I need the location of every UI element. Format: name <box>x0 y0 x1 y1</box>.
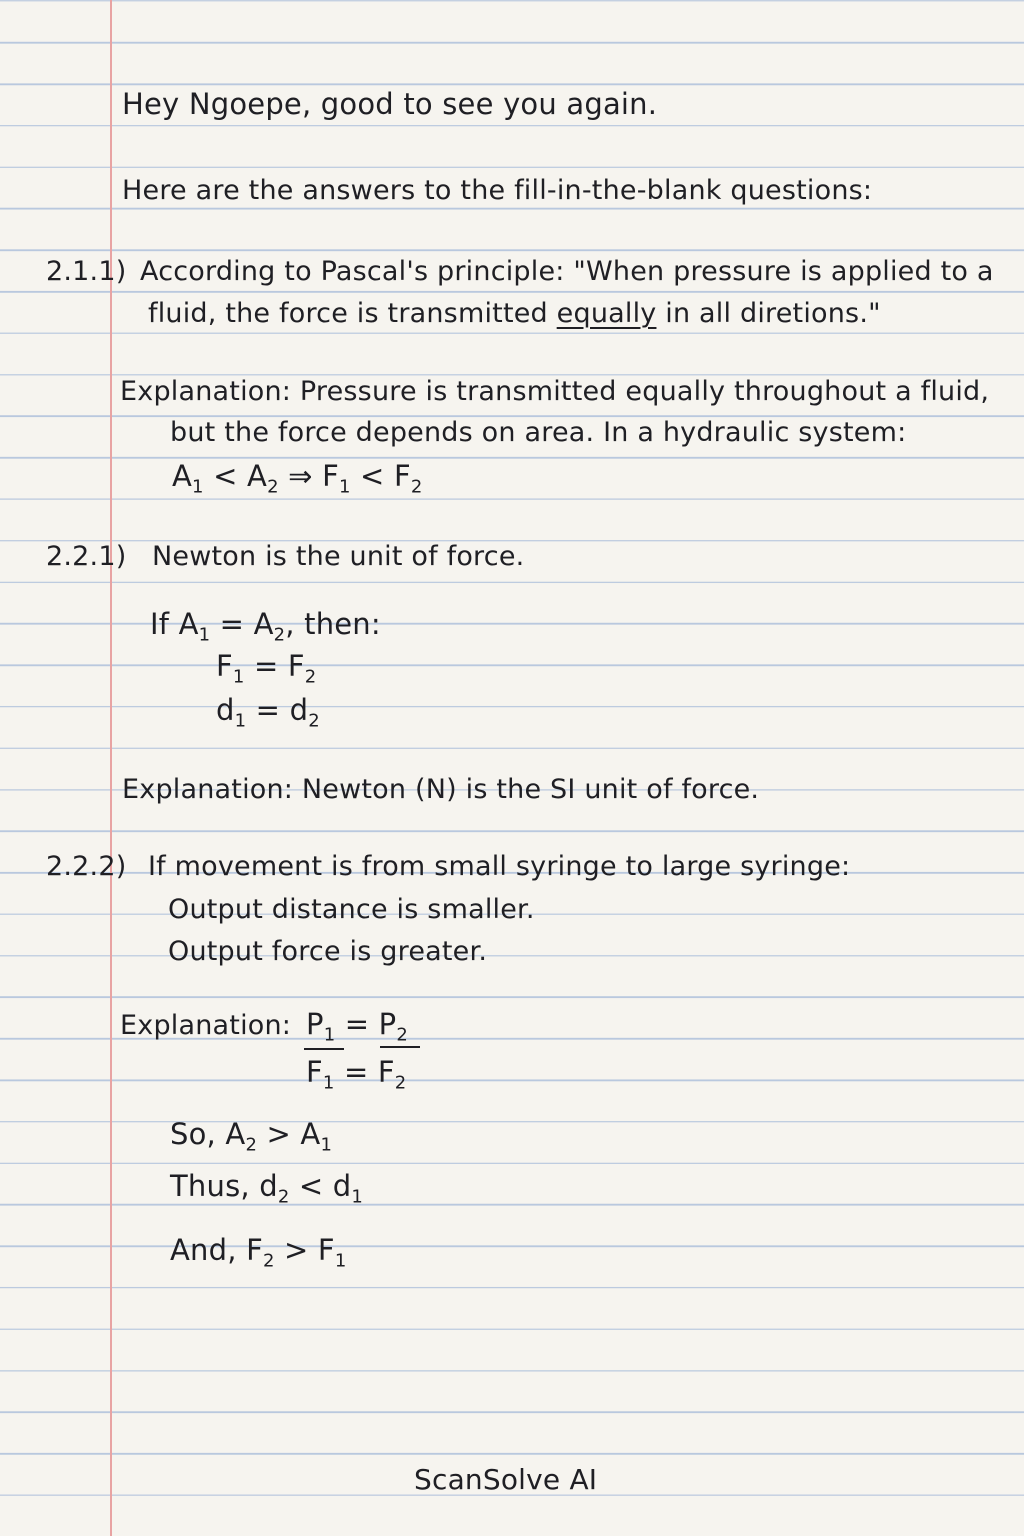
question-number-2-2-2: 2.2.2) <box>46 851 127 882</box>
answer-2-1-1-line1: According to Pascal's principle: "When pressure is applied to a <box>140 256 994 287</box>
greeting: Hey Ngoepe, good to see you again. <box>122 87 658 121</box>
margin-line <box>110 0 112 1536</box>
fraction-bar-left <box>304 1048 344 1050</box>
question-number-2-2-1: 2.2.1) <box>46 541 127 572</box>
conclusion-distance: Thus, $d_2 < d_1$ <box>170 1169 364 1208</box>
fraction-pressure: $P_1 = P_2$ <box>306 1007 409 1046</box>
footer-brand: ScanSolve AI <box>414 1463 598 1496</box>
explanation-2-1-1-line2: but the force depends on area. In a hydraulic system: <box>170 417 907 448</box>
answer-2-2-2-line3: Output force is greater. <box>168 936 488 967</box>
answer-2-2-2-line1: If movement is from small syringe to large syringe: <box>148 851 851 882</box>
condition-2-2-1: If $A_1 = A_2$, then: <box>150 607 381 646</box>
fill-in-blank-answer: equally <box>556 298 657 329</box>
explanation-2-1-1-line1: Explanation: Pressure is transmitted equally throughout a fluid, <box>120 376 990 407</box>
equation-distance: $d_1 = d_2$ <box>216 693 320 732</box>
question-number-2-1-1: 2.1.1) <box>46 256 127 287</box>
conclusion-force: And, $F_2 > F_1$ <box>170 1233 347 1272</box>
intro-line: Here are the answers to the fill-in-the-blank questions: <box>122 175 873 206</box>
explanation-2-2-2-label: Explanation: <box>120 1010 292 1041</box>
answer-2-1-1-text-end: in all diretions." <box>656 298 881 329</box>
fraction-force: $F_1 = F_2$ <box>306 1055 407 1094</box>
equation-force: $F_1 = F_2$ <box>216 649 317 688</box>
hydraulic-formula: $A_1 < A_2$ ⇒ $F_1 < F_2$ <box>172 459 423 498</box>
conclusion-area: So, $A_2 > A_1$ <box>170 1117 333 1156</box>
explanation-2-2-1: Explanation: Newton (N) is the SI unit of force. <box>122 774 760 805</box>
answer-2-2-1: Newton is the unit of force. <box>152 541 525 572</box>
answer-2-2-2-line2: Output distance is smaller. <box>168 894 535 925</box>
fraction-bar-right <box>380 1046 420 1048</box>
answer-2-1-1-line2 <box>148 300 881 327</box>
answer-2-1-1-text: fluid, the force is transmitted <box>148 298 557 329</box>
